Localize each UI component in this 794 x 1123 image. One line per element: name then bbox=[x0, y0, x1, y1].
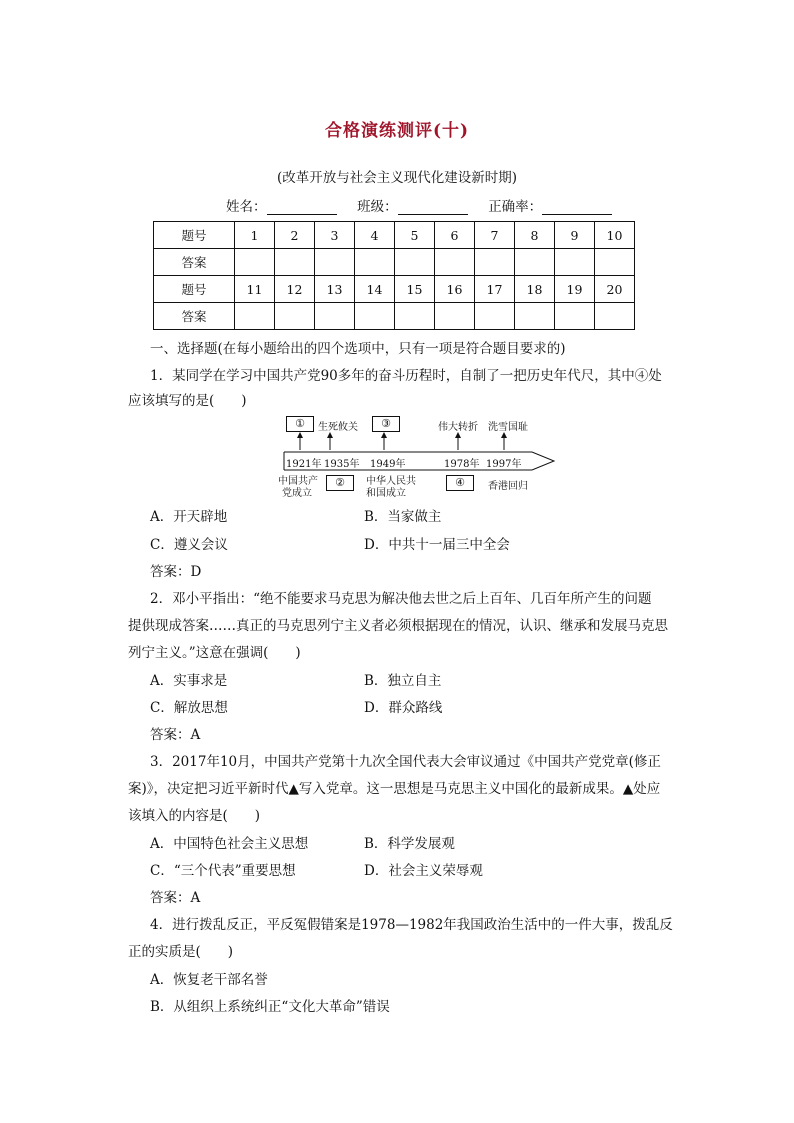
timeline-box-2: ② bbox=[326, 475, 354, 491]
answer-cell[interactable] bbox=[355, 249, 395, 276]
answer-cell[interactable] bbox=[555, 249, 595, 276]
timeline-year: 1978年 bbox=[444, 459, 480, 470]
q1-option-a[interactable]: A．开天辟地 bbox=[150, 509, 228, 525]
timeline-bottom-label: 党成立 bbox=[282, 488, 312, 499]
q3-option-d[interactable]: D．社会主义荣辱观 bbox=[364, 863, 483, 879]
q1-option-d[interactable]: D．中共十一届三中全会 bbox=[364, 537, 510, 553]
number-cell: 5 bbox=[395, 222, 435, 249]
q3-option-c[interactable]: C．“三个代表”重要思想 bbox=[150, 863, 296, 879]
timeline-box-3: ③ bbox=[372, 416, 400, 432]
answer-cell[interactable] bbox=[555, 303, 595, 330]
number-cell: 19 bbox=[555, 276, 595, 303]
page-title: 合格演练测评(十) bbox=[324, 121, 470, 141]
number-cell: 17 bbox=[475, 276, 515, 303]
timeline-box-1: ① bbox=[286, 416, 314, 432]
answer-cell[interactable] bbox=[515, 303, 555, 330]
number-cell: 3 bbox=[315, 222, 355, 249]
answer-cell[interactable] bbox=[475, 303, 515, 330]
q3-answer: 答案：A bbox=[150, 890, 201, 906]
accuracy-blank[interactable] bbox=[542, 200, 612, 215]
number-cell: 7 bbox=[475, 222, 515, 249]
q2-option-d[interactable]: D．群众路线 bbox=[364, 700, 443, 716]
q2-option-a[interactable]: A．实事求是 bbox=[150, 673, 228, 689]
timeline-top-label: 生死攸关 bbox=[318, 422, 358, 433]
number-cell: 18 bbox=[515, 276, 555, 303]
table-row bbox=[154, 222, 635, 249]
q3-stem-line: 3．2017年10月，中国共产党第十九次全国代表大会审议通过《中国共产党党章(修正 bbox=[150, 754, 661, 770]
number-cell: 11 bbox=[235, 276, 275, 303]
timeline-bottom-label: 香港回归 bbox=[488, 481, 528, 492]
answer-cell[interactable] bbox=[475, 249, 515, 276]
timeline-year: 1935年 bbox=[324, 459, 360, 470]
q3-stem-line: 案)》，决定把习近平新时代▲写入党章。这一思想是马克思主义中国化的最新成果。▲处应 bbox=[128, 781, 661, 797]
number-cell: 1 bbox=[235, 222, 275, 249]
accuracy-label: 正确率： bbox=[488, 199, 543, 215]
answer-cell[interactable] bbox=[355, 303, 395, 330]
answer-cell[interactable] bbox=[275, 249, 315, 276]
q2-stem-line: 列宁主义。”这意在强调( ) bbox=[128, 645, 301, 661]
answer-cell[interactable] bbox=[235, 303, 275, 330]
q2-stem-line: 提供现成答案……真正的马克思列宁主义者必须根据现在的情况，认识、继承和发展马克思 bbox=[128, 618, 668, 634]
timeline-year: 1921年 bbox=[286, 459, 322, 470]
number-cell: 9 bbox=[555, 222, 595, 249]
table-row bbox=[154, 249, 635, 276]
timeline-year: 1997年 bbox=[486, 459, 522, 470]
timeline-year: 1949年 bbox=[370, 459, 406, 470]
answer-cell[interactable] bbox=[315, 249, 355, 276]
q4-stem-line: 4．进行拨乱反正，平反冤假错案是1978—1982年我国政治生活中的一件大事，拨乱反 bbox=[150, 917, 673, 933]
answer-cell[interactable] bbox=[395, 303, 435, 330]
timeline-top-label: 洗雪国耻 bbox=[488, 422, 528, 433]
answer-cell[interactable] bbox=[435, 303, 475, 330]
number-cell: 2 bbox=[275, 222, 315, 249]
answer-cell[interactable] bbox=[515, 249, 555, 276]
answer-cell[interactable] bbox=[275, 303, 315, 330]
timeline-bottom-label: 中国共产 bbox=[278, 476, 318, 487]
timeline-box-4: ④ bbox=[446, 475, 474, 491]
q1-stem-line: 1．某同学在学习中国共产党90多年的奋斗历程时，自制了一把历史年代尺，其中④处 bbox=[150, 368, 662, 384]
q4-option-b[interactable]: B．从组织上系统纠正“文化大革命”错误 bbox=[150, 999, 390, 1015]
answer-label-cell: 答案 bbox=[154, 249, 235, 276]
number-cell: 12 bbox=[275, 276, 315, 303]
q1-stem-line: 应该填写的是( ) bbox=[128, 393, 247, 409]
q3-option-b[interactable]: B．科学发展观 bbox=[364, 836, 455, 852]
q3-option-a[interactable]: A．中国特色社会主义思想 bbox=[150, 836, 309, 852]
q1-option-b[interactable]: B．当家做主 bbox=[364, 509, 442, 525]
table-row bbox=[154, 303, 635, 330]
number-cell: 10 bbox=[595, 222, 635, 249]
name-label: 姓名： bbox=[226, 199, 267, 215]
answer-cell[interactable] bbox=[595, 249, 635, 276]
q2-option-b[interactable]: B．独立自主 bbox=[364, 673, 442, 689]
answer-cell[interactable] bbox=[435, 249, 475, 276]
number-label-cell: 题号 bbox=[154, 222, 235, 249]
q4-option-a[interactable]: A．恢复老干部名誉 bbox=[150, 972, 268, 988]
answer-cell[interactable] bbox=[235, 249, 275, 276]
timeline-bottom-label: 中华人民共 bbox=[366, 476, 416, 487]
timeline-ruler bbox=[272, 410, 562, 502]
q1-option-c[interactable]: C．遵义会议 bbox=[150, 537, 228, 553]
number-cell: 6 bbox=[435, 222, 475, 249]
class-blank[interactable] bbox=[398, 200, 468, 215]
number-cell: 13 bbox=[315, 276, 355, 303]
number-cell: 8 bbox=[515, 222, 555, 249]
student-info-row bbox=[226, 195, 612, 215]
page-subtitle: (改革开放与社会主义现代化建设新时期) bbox=[276, 170, 518, 186]
answer-table bbox=[153, 221, 635, 330]
number-cell: 20 bbox=[595, 276, 635, 303]
timeline-bottom-label: 和国成立 bbox=[366, 488, 406, 499]
q2-answer: 答案：A bbox=[150, 727, 201, 743]
answer-cell[interactable] bbox=[395, 249, 435, 276]
number-cell: 14 bbox=[355, 276, 395, 303]
timeline-top-label: 伟大转折 bbox=[438, 422, 478, 433]
q1-answer: 答案：D bbox=[150, 564, 202, 580]
number-cell: 16 bbox=[435, 276, 475, 303]
number-cell: 15 bbox=[395, 276, 435, 303]
q2-stem-line: 2．邓小平指出：“绝不能要求马克思为解决他去世之后上百年、几百年所产生的问题 bbox=[150, 591, 652, 607]
answer-cell[interactable] bbox=[595, 303, 635, 330]
answer-cell[interactable] bbox=[315, 303, 355, 330]
name-blank[interactable] bbox=[267, 200, 337, 215]
answer-label-cell: 答案 bbox=[154, 303, 235, 330]
section-heading: 一、选择题(在每小题给出的四个选项中，只有一项是符合题目要求的) bbox=[150, 341, 566, 357]
table-row bbox=[154, 276, 635, 303]
number-label-cell: 题号 bbox=[154, 276, 235, 303]
q2-option-c[interactable]: C．解放思想 bbox=[150, 700, 228, 716]
q3-stem-line: 该填入的内容是( ) bbox=[128, 808, 261, 824]
number-cell: 4 bbox=[355, 222, 395, 249]
class-label: 班级： bbox=[357, 199, 398, 215]
q4-stem-line: 正的实质是( ) bbox=[128, 944, 234, 960]
